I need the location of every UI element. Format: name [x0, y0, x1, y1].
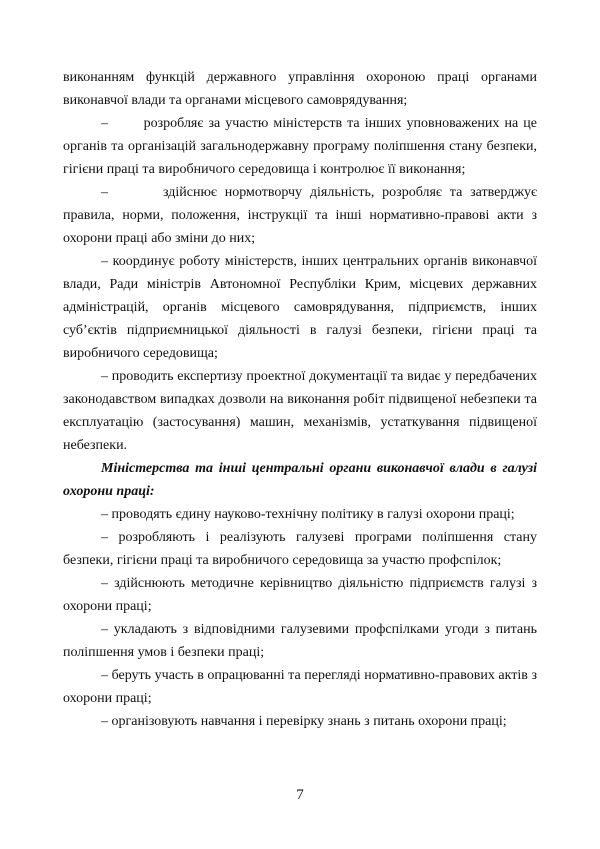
paragraph-continuation: виконанням функцій державного управління охороною праці органами виконавчої влади та органами місцевого самоврядування;	[63, 70, 537, 108]
list-item-agreements: – укладають з відповідними галузевими профспілками угоди з питань поліпшення умов і безпеки праці;	[63, 622, 537, 660]
list-item-guidance: – здійснюють методичне керівництво діяльністю підприємств галузі з охорони праці;	[63, 576, 537, 614]
page-number: 7	[296, 787, 304, 803]
list-item-programs: – розробляють і реалізують галузеві програми поліпшення стану безпеки, гігієни праці та виробничого середовища за участю профспілок;	[63, 530, 537, 568]
page-body	[63, 66, 537, 733]
list-item-develops-program: – розробляє за участю міністерств та інших уповноважених на це органів та організацій загальнодержавну програму поліпшення стану безпеки, гігієни праці та виробничого середовища і контролює її виконання;	[63, 116, 537, 177]
list-item-training: – організовують навчання і перевірку знань з питань охорони праці;	[101, 714, 507, 729]
section-heading-ministries: Міністерства та інші центральні органи виконавчої влади в галузі охорони праці:	[63, 461, 537, 499]
list-item-regulations: – беруть участь в опрацюванні та перегляді нормативно-правових актів з охорони праці;	[63, 668, 537, 706]
list-item-coordinates: – координує роботу міністерств, інших центральних органів виконавчої влади, Ради міністрів Автономної Республіки Крим, місцевих державних адміністрацій, органів місцевого самоврядування, підприємств, інших суб’єктів підприємницької діяльності в галузі безпеки, гігієни праці та виробничого середовища;	[63, 254, 537, 361]
list-item-expertise: – проводить експертизу проектної документації та видає у передбачених законодавством випадках дозволи на виконання робіт підвищеної небезпеки та експлуатацію (застосування) машин, механізмів, устаткування підвищеної небезпеки.	[63, 369, 537, 453]
list-item-policy: – проводять єдину науково-технічну політику в галузі охорони праці;	[101, 507, 515, 522]
list-item-norm-making: – здійснює нормотворчу діяльність, розробляє та затверджує правила, норми, положення, інструкції та інші нормативно-правові акти з охорони праці або зміни до них;	[63, 185, 537, 246]
